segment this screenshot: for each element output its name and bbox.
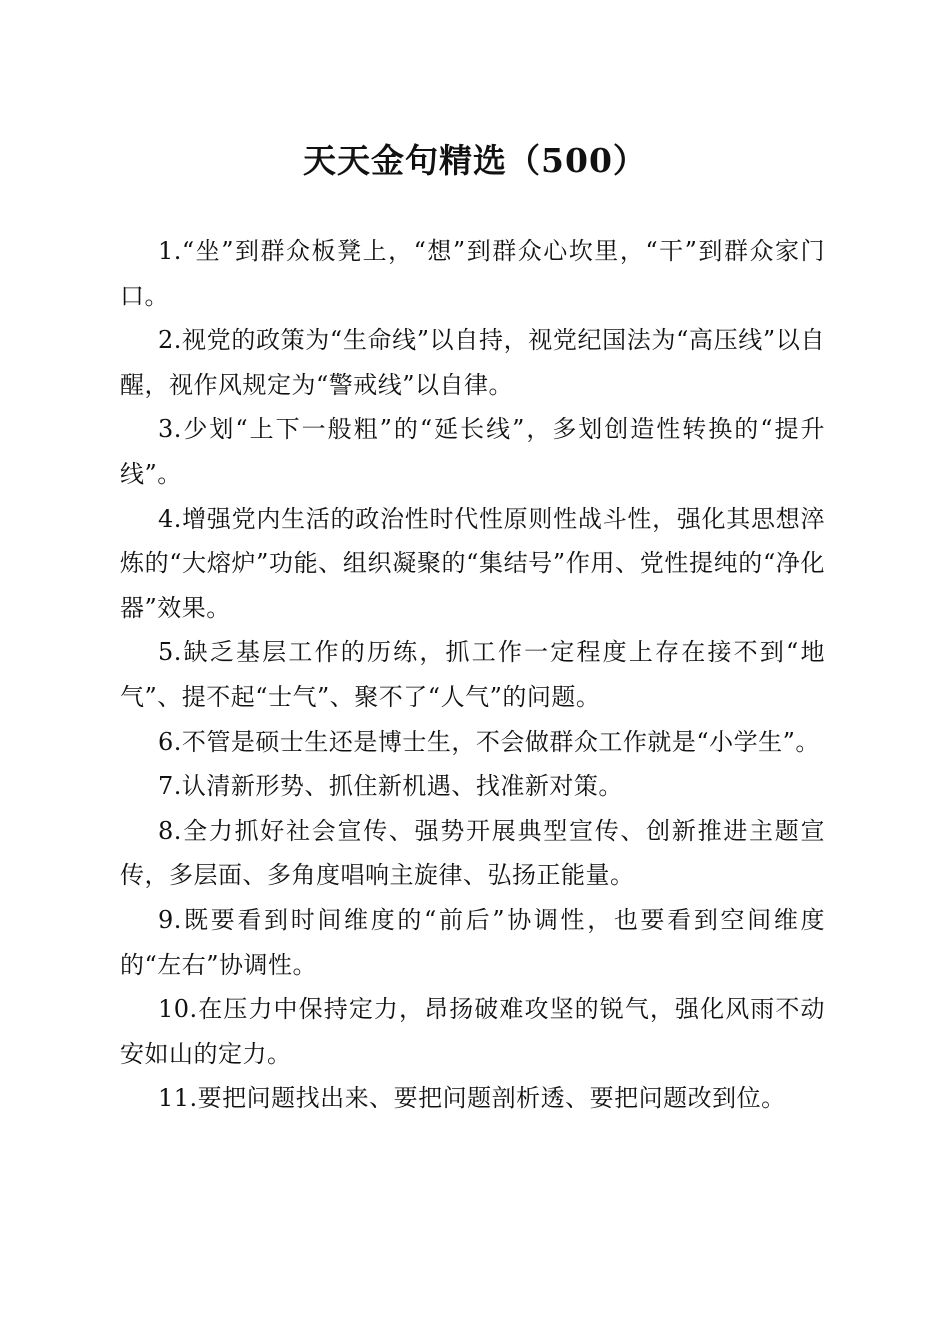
quote-item: 11.要把问题找出来、要把问题剖析透、要把问题改到位。 [158,1084,786,1113]
quote-item: 10.在压力中保持定力，昂扬破难攻坚的锐气，强化风雨不动安如山的定力。 [120,995,825,1068]
quote-item: 4.增强党内生活的政治性时代性原则性战斗性，强化其思想淬炼的“大熔炉”功能、组织凝聚的“集结号”作用、党性提纯的“净化器”效果。 [120,504,825,622]
quote-item: 2.视党的政策为“生命线”以自持，视党纪国法为“高压线”以自醒，视作风规定为“警戒线”以自律。 [120,326,825,399]
quote-item: 8.全力抓好社会宣传、强势开展典型宣传、创新推进主题宣传，多层面、多角度唱响主旋律、弘扬正能量。 [120,816,825,890]
quote-item: 6.不管是硕士生还是博士生，不会做群众工作就是“小学生”。 [158,727,820,756]
document-title: 天天金句精选（500） [303,141,647,180]
quote-item: 7.认清新形势、抓住新机遇、找准新对策。 [158,772,623,801]
quote-item: 9.既要看到时间维度的“前后”协调性，也要看到空间维度的“左右”协调性。 [120,905,825,979]
quote-item: 5.缺乏基层工作的历练，抓工作一定程度上存在接不到“地气”、提不起“士气”、聚不了“人气”的问题。 [120,638,825,711]
quote-list [120,229,825,1121]
quote-item: 3.少划“上下一般粗”的“延长线”，多划创造性转换的“提升线”。 [120,415,825,488]
quote-item: 1.“坐”到群众板凳上，“想”到群众心坎里，“干”到群众家门口。 [120,237,825,310]
